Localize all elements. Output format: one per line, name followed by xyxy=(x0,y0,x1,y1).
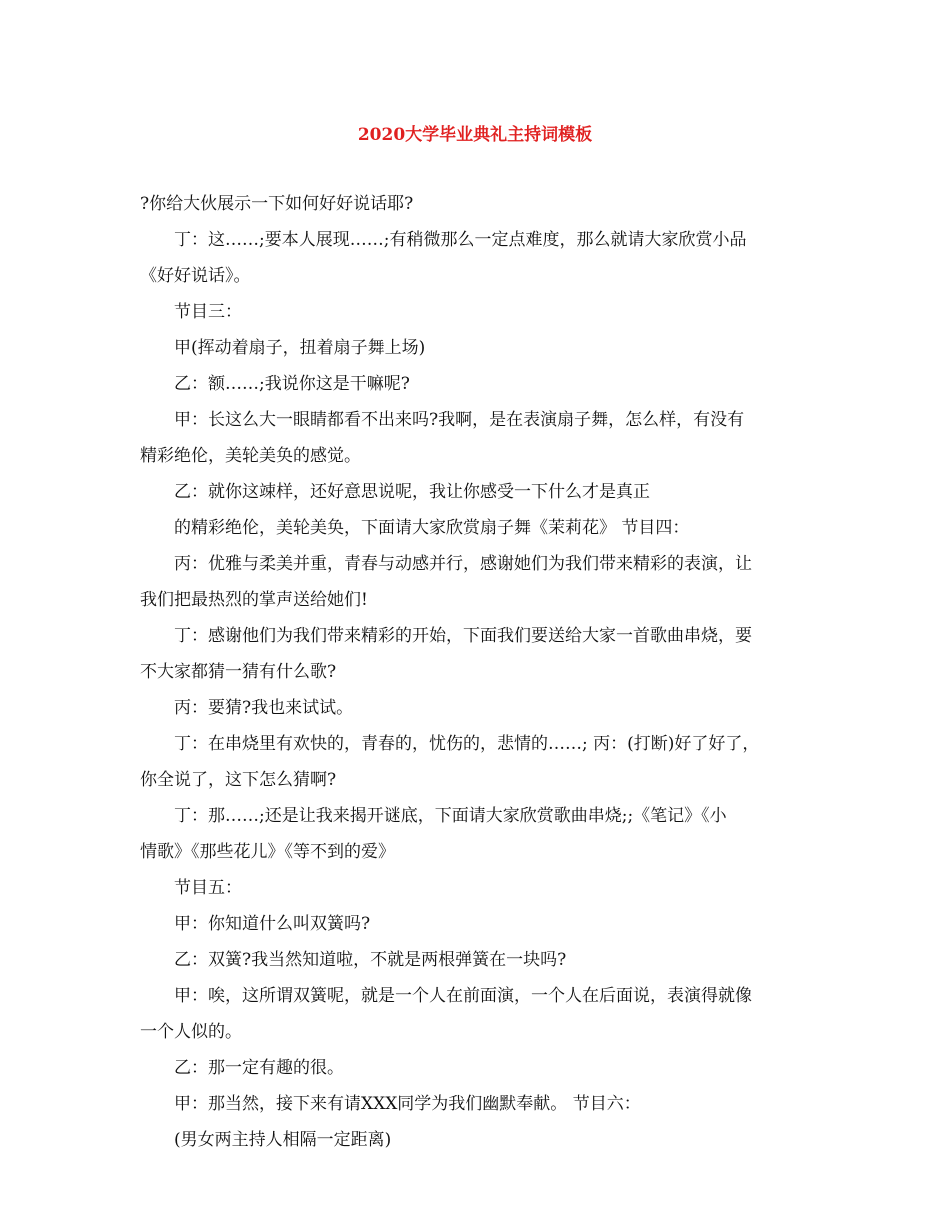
text-line: 丙：要猜?我也来试试。 xyxy=(174,698,354,718)
text-line: 情歌》《那些花儿》《等不到的爱》 xyxy=(140,842,395,862)
text-line: 乙：额……;我说你这是干嘛呢? xyxy=(174,374,410,394)
text-line: 乙：就你这竦样，还好意思说呢，我让你感受一下什么才是真正 xyxy=(174,482,650,502)
text-line: 的精彩绝伦，美轮美奂，下面请大家欣赏扇子舞《茉莉花》 节目四： xyxy=(174,518,690,538)
text-line: 甲：长这么大一眼睛都看不出来吗?我啊，是在表演扇子舞，怎么样，有没有 xyxy=(174,410,745,430)
text-line: 乙：双簧?我当然知道啦，不就是两根弹簧在一块吗? xyxy=(174,950,567,970)
document-title: 2020大学毕业典礼主持词模板 xyxy=(357,125,593,145)
text-line: ?你给大伙展示一下如何好好说话耶? xyxy=(140,194,414,214)
text-line: 甲：你知道什么叫双簧吗? xyxy=(174,914,371,934)
text-line: 甲：那当然，接下来有请XXX同学为我们幽默奉献。 节目六： xyxy=(174,1094,641,1114)
text-line: 丁：这……;要本人展现……;有稍微那么一定点难度，那么就请大家欣赏小品 xyxy=(174,230,747,250)
text-line: 丁：那……;还是让我来揭开谜底，下面请大家欣赏歌曲串烧;;《笔记》《小 xyxy=(174,806,727,826)
text-line: 乙：那一定有趣的很。 xyxy=(174,1058,344,1078)
section-heading: 节目三： xyxy=(174,302,242,322)
text-line: (男女两主持人相隔一定距离) xyxy=(174,1130,392,1150)
text-line: 你全说了，这下怎么猜啊? xyxy=(140,770,337,790)
text-line: 《好好说话》。 xyxy=(140,266,251,286)
text-line: 一个人似的。 xyxy=(140,1022,242,1042)
text-line: 不大家都猜一猜有什么歌? xyxy=(140,662,337,682)
document-body xyxy=(140,186,820,1158)
text-line: 丁：在串烧里有欢快的，青春的，忧伤的，悲情的……; 丙：(打断)好了好了， xyxy=(174,734,760,754)
text-line: 甲(挥动着扇子，扭着扇子舞上场) xyxy=(174,338,426,358)
text-line: 丁：感谢他们为我们带来精彩的开始，下面我们要送给大家一首歌曲串烧，要 xyxy=(174,626,752,646)
text-line: 丙：优雅与柔美并重，青春与动感并行，感谢她们为我们带来精彩的表演，让 xyxy=(174,554,752,574)
section-heading: 节目五： xyxy=(174,878,242,898)
text-line: 我们把最热烈的掌声送给她们! xyxy=(140,590,368,610)
text-line: 甲：唉，这所谓双簧呢，就是一个人在前面演，一个人在后面说，表演得就像 xyxy=(174,986,752,1006)
text-line: 精彩绝伦，美轮美奂的感觉。 xyxy=(140,446,361,466)
